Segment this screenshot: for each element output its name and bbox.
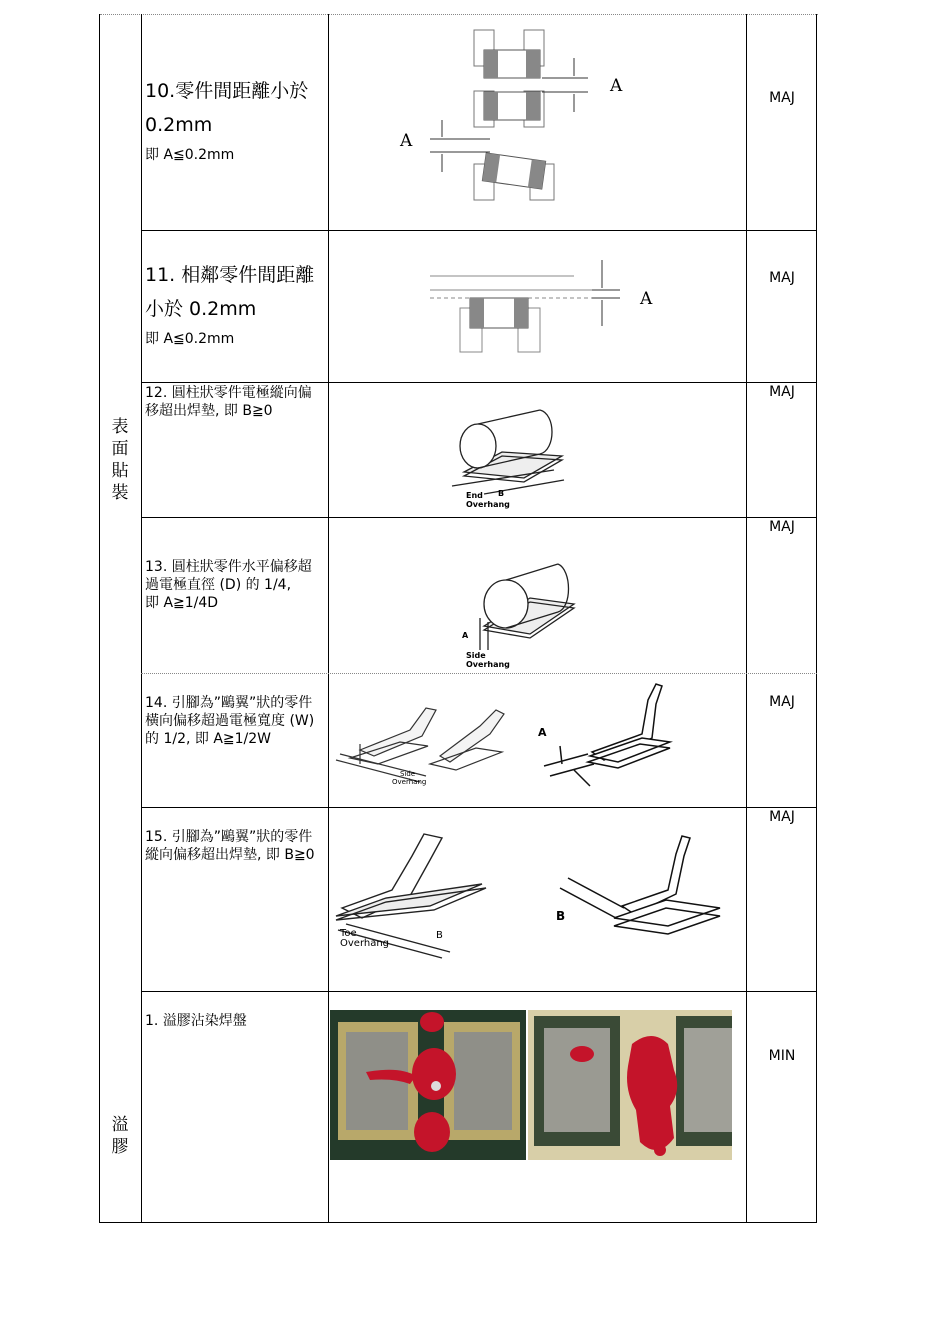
table-column-divider: [328, 14, 329, 1223]
row-12-description: 12. 圓柱狀零件電極縱向偏移超出焊墊, 即 B≧0: [145, 385, 312, 419]
table-column-divider: [141, 14, 142, 1223]
row-10-label-a-left: A: [400, 131, 413, 151]
category-glue-overflow: 溢 膠: [111, 1115, 129, 1157]
table-top-border: [100, 14, 818, 15]
row-12-label-overhang: Overhang: [466, 500, 510, 509]
row-divider: [141, 382, 817, 383]
table-left-border: [99, 14, 100, 1223]
glue-row-description: 1. 溢膠沾染焊盤: [145, 1013, 247, 1029]
row-13-description: 13. 圓柱狀零件水平偏移超過電極直徑 (D) 的 1/4, 即 A≧1/4D: [145, 559, 312, 611]
row-10-level: MAJ: [769, 90, 795, 106]
row-11-label-a: A: [640, 289, 653, 309]
row-12-level: MAJ: [769, 384, 795, 400]
row-10-criterion: 即 A≦0.2mm: [145, 147, 235, 163]
row-14-level: MAJ: [769, 694, 795, 710]
row-15-label-b: B: [436, 930, 443, 941]
row-13-figure: [456, 558, 580, 670]
row-10-label-a-top: A: [610, 76, 623, 96]
row-15-label-overhang: Overhang: [340, 938, 390, 949]
row-11-title-line1: 11. 相鄰零件間距離: [145, 264, 315, 286]
row-14-description: 14. 引腳為”鷗翼”狀的零件橫向偏移超過電極寬度 (W) 的 1/2, 即 A≧1/2W: [145, 695, 315, 747]
row-12-figure: [444, 400, 574, 516]
row-15-figure-left: [332, 826, 512, 974]
row-12-label-b: B: [498, 489, 505, 498]
row-10-title-line1: 10.零件間距離小於: [145, 80, 309, 102]
row-11-title-line2: 小於 0.2mm: [145, 298, 257, 320]
glue-photo-right: [528, 1010, 732, 1160]
row-divider: [141, 673, 817, 674]
row-14-figure-left: [330, 690, 520, 802]
row-14-figure-right: [530, 676, 698, 806]
row-15-figure-right: [550, 826, 730, 976]
row-15-description: 15. 引腳為”鷗翼”狀的零件縱向偏移超出焊墊, 即 B≧0: [145, 829, 315, 863]
row-14-label-a: A: [538, 726, 547, 739]
row-13-label-a: A: [462, 631, 469, 640]
row-14-label-overhang: Overhang: [392, 778, 427, 786]
row-13-label-overhang: Overhang: [466, 660, 510, 669]
row-15-level: MAJ: [769, 809, 795, 825]
glue-photo-left: [330, 1010, 526, 1160]
category-surface-mount: 表 面 貼 裝: [111, 417, 129, 503]
row-divider: [141, 230, 817, 231]
row-10-figure: [330, 16, 744, 228]
row-11-criterion: 即 A≦0.2mm: [145, 331, 235, 347]
glue-row-level: MIN: [768, 1048, 796, 1064]
row-11-description: [145, 258, 323, 348]
table-column-divider: [746, 14, 747, 1223]
table-right-border: [816, 14, 817, 1223]
row-11-level: MAJ: [769, 270, 795, 286]
row-15-label-b-right: B: [556, 909, 566, 923]
row-13-level: MAJ: [769, 519, 795, 535]
row-divider: [141, 517, 817, 518]
row-divider: [141, 991, 817, 992]
row-13-label-side: Side: [466, 651, 486, 660]
row-10-description: [145, 74, 323, 164]
row-15-label-toe: Toe: [340, 928, 357, 939]
row-12-label-end: End: [466, 491, 483, 500]
row-11-figure: [330, 232, 744, 380]
row-10-title-line2: 0.2mm: [145, 114, 213, 136]
row-divider: [141, 807, 817, 808]
table-bottom-border: [99, 1222, 817, 1223]
row-14-label-side: Side: [400, 770, 416, 778]
